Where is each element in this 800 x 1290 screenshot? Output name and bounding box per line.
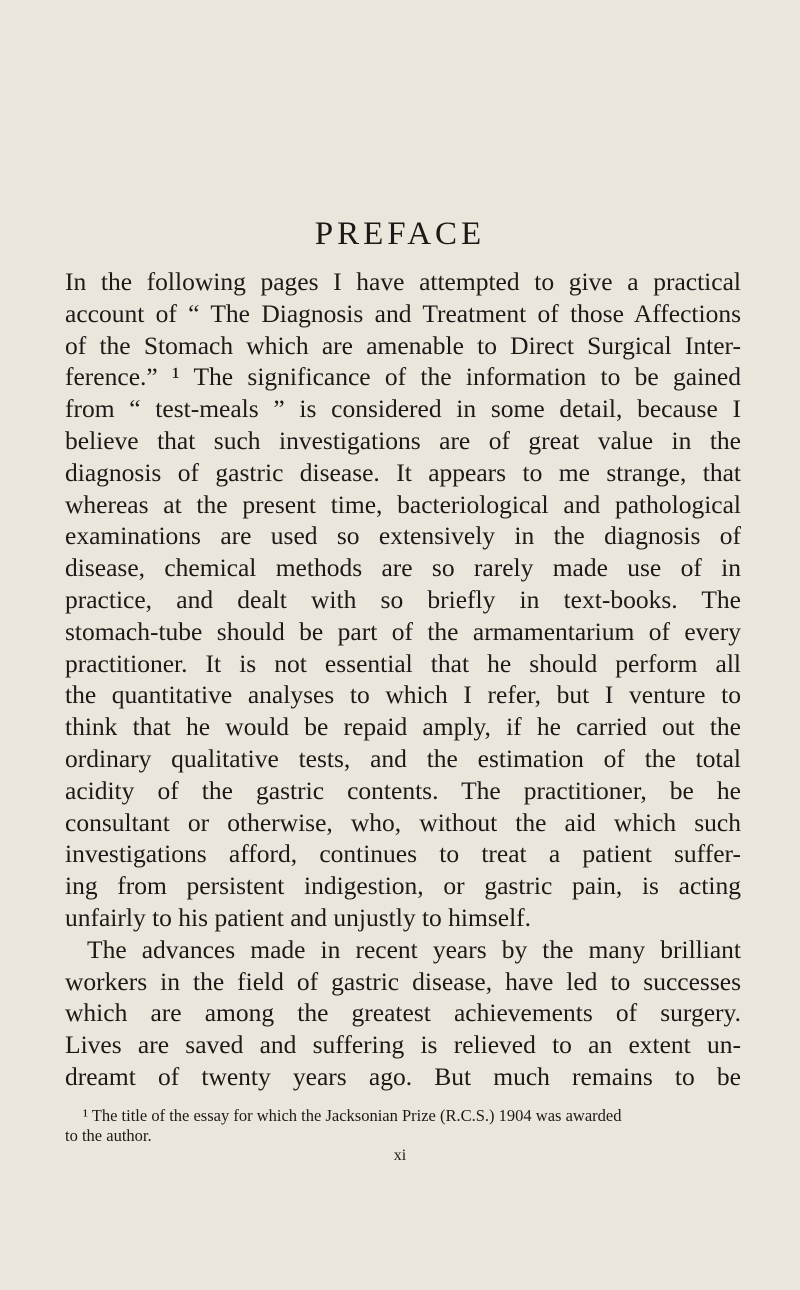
text-line: Lives are saved and suffering is relieved to an extent un- [65, 1030, 741, 1060]
footnote [65, 1106, 741, 1146]
footnote-line: to the author. [65, 1126, 152, 1145]
text-line: unfairly to his patient and unjustly to himself. [65, 902, 532, 932]
text-line: of the Stomach which are amenable to Direct Surgical Inter- [65, 330, 741, 360]
text-line: ing from persistent indigestion, or gastric pain, is acting [65, 871, 741, 901]
text-line: practitioner. It is not essential that he should perform all [65, 648, 741, 678]
text-line: acidity of the gastric contents. The practitioner, be he [65, 775, 741, 805]
text-line: dreamt of twenty years ago. But much remains to be [65, 1061, 741, 1091]
text-line: account of “ The Diagnosis and Treatment of those Affections [65, 298, 741, 328]
text-line: In the following pages I have attempted to give a practical [65, 267, 741, 296]
text-line: stomach-tube should be part of the armamentarium of every [65, 616, 741, 646]
text-line: practice, and dealt with so briefly in text-books. The [65, 584, 741, 614]
text-line: disease, chemical methods are so rarely made use of in [65, 553, 741, 583]
text-line: workers in the field of gastric disease, have led to successes [65, 966, 741, 996]
page-number: xi [393, 1147, 407, 1164]
text-line: from “ test-meals ” is considered in some detail, because I [65, 394, 741, 424]
text-line: examinations are used so extensively in the diagnosis of [65, 521, 741, 551]
text-line: ordinary qualitative tests, and the estimation of the total [65, 743, 741, 773]
footnote-line: ¹ The title of the essay for which the Jacksonian Prize (R.C.S.) 1904 was awarded [83, 1106, 622, 1125]
text-line: ference.” ¹ The significance of the information to be gained [65, 362, 741, 392]
text-line: which are among the greatest achievements of surgery. [65, 998, 741, 1028]
text-line: believe that such investigations are of great value in the [65, 425, 741, 455]
page-title: PREFACE [314, 216, 486, 252]
preface-text [65, 266, 741, 1093]
text-line: The advances made in recent years by the many brilliant [87, 934, 741, 964]
text-line: think that he would be repaid amply, if he carried out the [65, 712, 741, 742]
text-line: whereas at the present time, bacteriological and pathological [65, 489, 741, 519]
text-line: consultant or otherwise, who, without the aid which such [65, 807, 741, 837]
text-line: investigations afford, continues to treat a patient suffer- [65, 839, 741, 869]
text-line: the quantitative analyses to which I refer, but I venture to [65, 680, 741, 710]
text-line: diagnosis of gastric disease. It appears to me strange, that [65, 457, 741, 487]
